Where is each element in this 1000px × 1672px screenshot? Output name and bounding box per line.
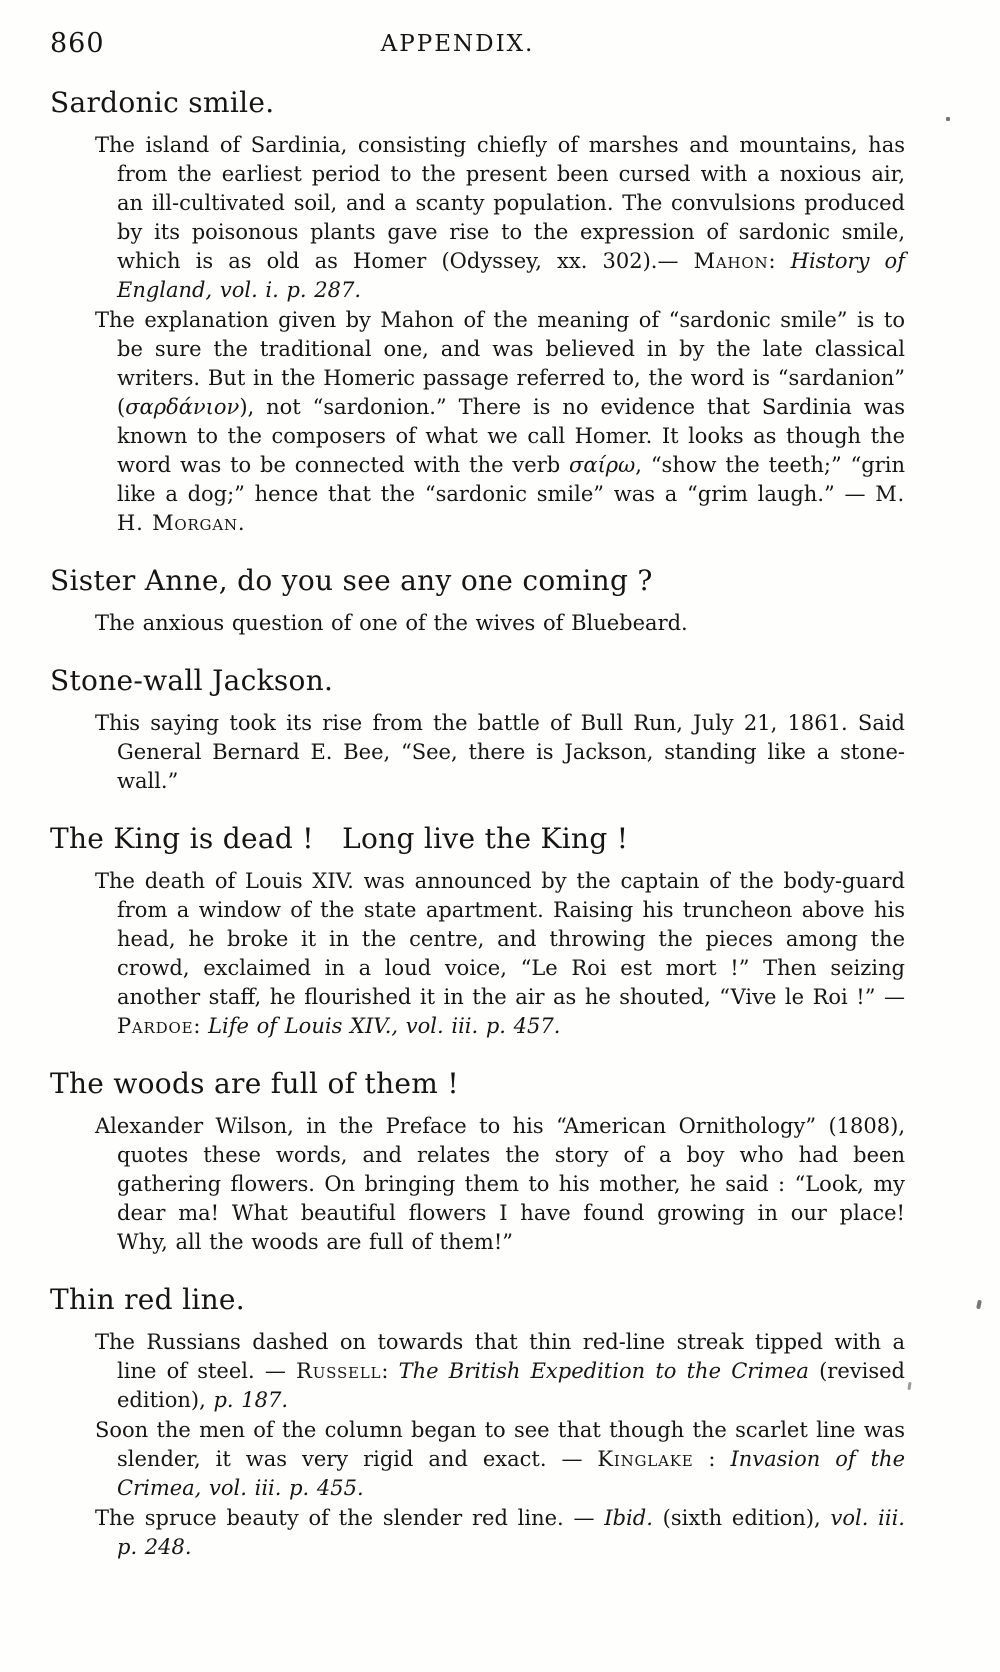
text-segment-italic: vol. iii. p. 248.: [117, 1506, 905, 1559]
text-segment-normal: Soon the men of the column began to see that though the scarlet line was slender, it was very rigid and exact. —: [95, 1418, 905, 1471]
text-segment-italic: σαίρω: [569, 453, 636, 477]
text-segment-italic: Invasion of the Crimea, vol. iii. p. 455.: [117, 1447, 905, 1500]
text-segment-normal: The anxious question of one of the wives of Bluebeard.: [95, 611, 688, 635]
text-segment-italic: Ibid.: [604, 1506, 653, 1530]
entry-heading: Sister Anne, do you see any one coming ?: [50, 564, 653, 597]
entries-container: [50, 86, 905, 1562]
text-segment-normal: (sixth edition),: [652, 1506, 831, 1530]
text-segment-normal: The spruce beauty of the slender red line. —: [95, 1506, 605, 1530]
entry: [50, 664, 905, 796]
text-segment-smallcaps: Russell: [296, 1359, 382, 1383]
annotation-paragraph: [95, 1112, 905, 1257]
text-segment-smallcaps: Kinglake: [597, 1447, 694, 1471]
text-segment-italic: p. 187.: [213, 1388, 289, 1412]
entry: [50, 1283, 905, 1562]
text-segment-normal: (revised edition),: [117, 1359, 905, 1412]
text-segment-italic: σαρδάνιον: [125, 395, 240, 419]
running-title: APPENDIX.: [380, 31, 535, 57]
text-segment-normal: :: [768, 249, 791, 273]
text-segment-normal: The explanation given by Mahon of the meaning of “sardonic smile” is to be sure the traditional one, and was believed in by the late classical writers. But in the Homeric passage referred to, the word is “sardanion” (: [95, 308, 905, 419]
scan-artifact: [946, 117, 950, 121]
annotation-paragraph: [95, 131, 905, 305]
text-segment-smallcaps: Pardoe: [117, 1014, 194, 1038]
text-segment-normal: The island of Sardinia, consisting chiefly of marshes and mountains, has from the earliest period to the present been cursed with a noxious air, an ill-cultivated soil, and a scanty population. The convulsions produced by its poisonous plants gave rise to the expression of sardonic smile, which is as old as Homer (Odyssey, xx. 302).—: [95, 133, 905, 273]
entry-heading: The woods are full of them !: [50, 1067, 459, 1100]
text-segment-normal: The Russians dashed on towards that thin red-line streak tipped with a line of steel. —: [95, 1330, 905, 1383]
text-segment-normal: This saying took its rise from the battle of Bull Run, July 21, 1861. Said General Bernard E. Bee, “See, there is Jackson, standing like a stone-wall.”: [95, 711, 905, 793]
annotation-paragraph: [95, 306, 906, 538]
annotation-paragraph: [95, 1504, 905, 1562]
text-segment-smallcaps: M. H. Morgan: [117, 482, 905, 535]
annotation-paragraph: [95, 867, 905, 1041]
text-segment-italic: History of England, vol. i. p. 287.: [117, 249, 905, 302]
text-segment-normal: The death of Louis XIV. was announced by the captain of the body-guard from a window of the state apartment. Raising his truncheon above his head, he broke it in the centre, and throwing the pieces among the crowd, exclaimed in a loud voice, “Le Roi est mort !” Then seizing another staff, he flourished it in the air as he shouted, “Vive le Roi !” —: [95, 869, 905, 1009]
entry: [50, 564, 905, 638]
text-segment-normal: ), not “sardonion.” There is no evidence that Sardinia was known to the composers of what we call Homer. It looks as though the word was to be connected with the verb: [117, 395, 905, 477]
entry-heading: The King is dead ! Long live the King !: [50, 822, 629, 855]
text-segment-italic: Life of Louis XIV., vol. iii. p. 457.: [208, 1014, 561, 1038]
entry-heading: Thin red line.: [50, 1283, 245, 1316]
entry: [50, 1067, 905, 1257]
text-segment-normal: :: [193, 1014, 209, 1038]
text-segment-smallcaps: Mahon: [693, 249, 769, 273]
annotation-paragraph: [95, 1328, 905, 1415]
text-segment-normal: .: [237, 511, 245, 535]
scan-artifact: [976, 1300, 982, 1310]
annotation-paragraph: [95, 1416, 905, 1503]
page-number: 860: [50, 28, 105, 59]
entry: [50, 822, 905, 1041]
annotation-paragraph: [95, 609, 905, 638]
entry-heading: Stone-wall Jackson.: [50, 664, 334, 697]
entry: [50, 86, 905, 538]
scan-artifact: [907, 1382, 911, 1390]
text-segment-normal: :: [693, 1447, 731, 1471]
text-segment-normal: Alexander Wilson, in the Preface to his “American Ornithology” (1808), quotes these words, and relates the story of a boy who had been gathering flowers. On bringing them to his mother, he said : “Look, my dear ma! What beautiful flowers I have found growing in our place! Why, all the woods are full of them!”: [95, 1114, 905, 1254]
page-header: [50, 26, 905, 64]
annotation-paragraph: [95, 709, 905, 796]
text-segment-normal: , “show the teeth;” “grin like a dog;” hence that the “sardonic smile” was a “grim laugh.” —: [117, 453, 906, 506]
entry-heading: Sardonic smile.: [50, 86, 275, 119]
text-segment-italic: The British Expedition to the Crimea: [398, 1359, 809, 1383]
text-segment-normal: :: [381, 1359, 399, 1383]
